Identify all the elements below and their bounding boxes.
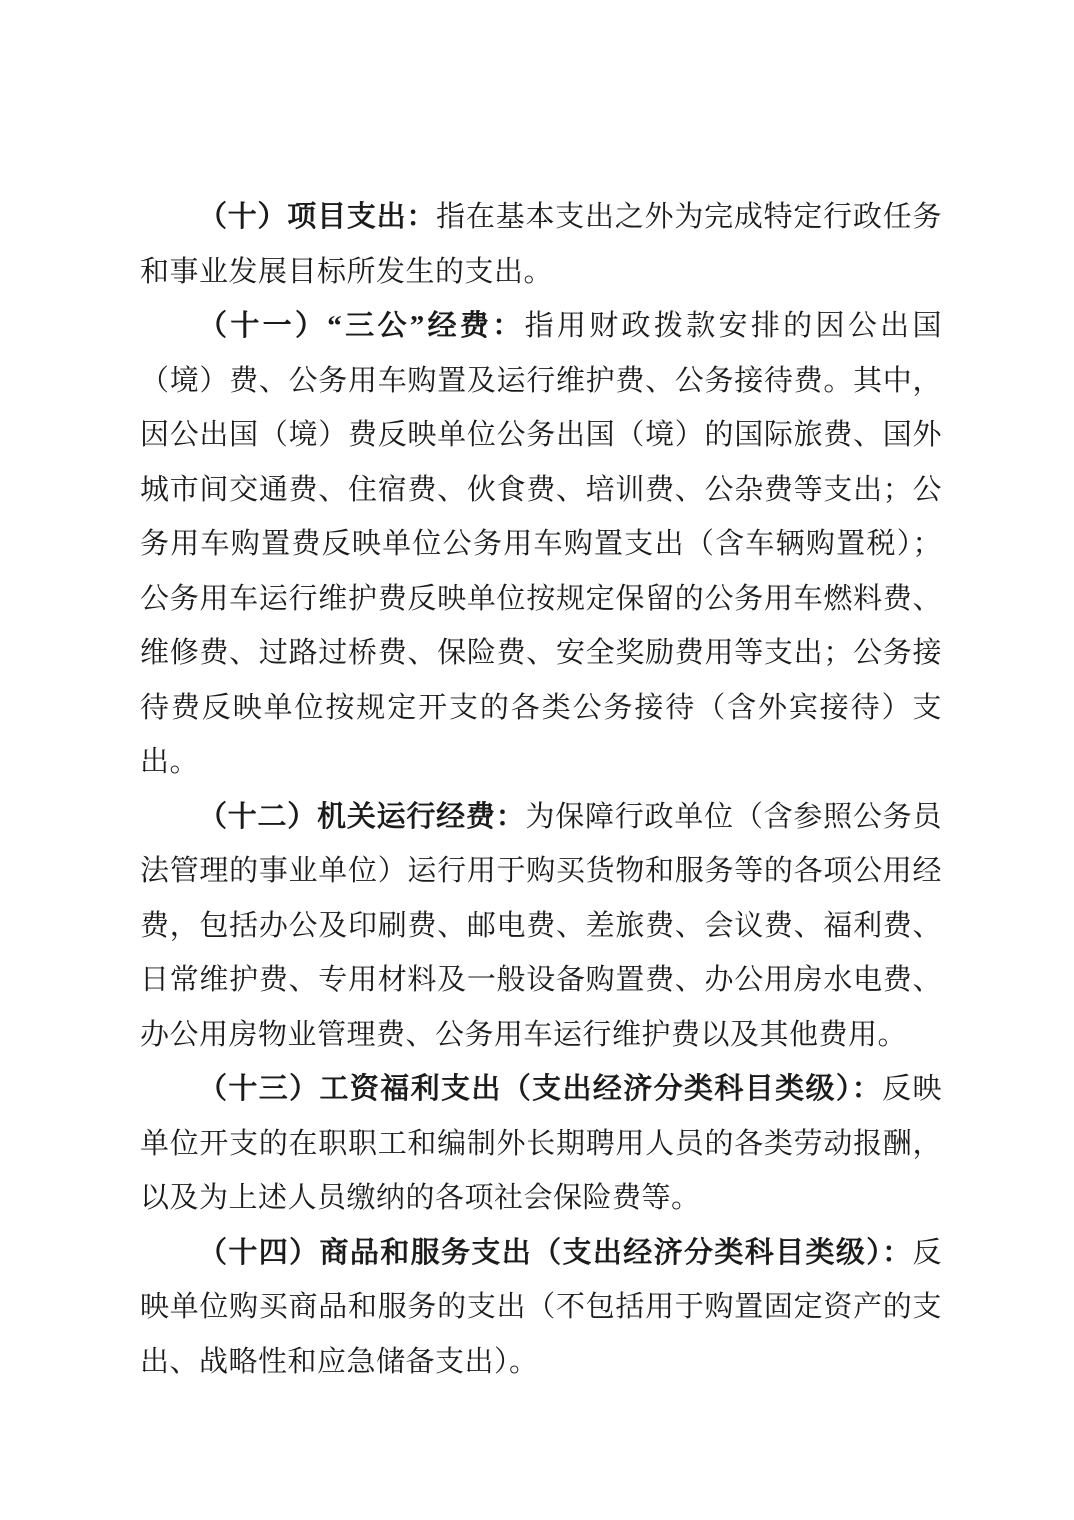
paragraph-heading: （十四）商品和服务支出（支出经济分类科目类级）： [198,1236,913,1269]
paragraph-heading: （十）项目支出： [198,201,437,233]
paragraph-text: 指用财政拨款安排的因公出国（境）费、公务用车购置及运行维护费、公务接待费。其中，因公出国（境）费反映单位公务出国（境）的国际旅费、国外城市间交通费、住宿费、伙食费、培训费、公杂费等支出；公务用车购置费反映单位公务用车购置支出（含车辆购置税）；公务用车运行维护费反映单位按规定保留的公务用车燃料费、维修费、过路过桥费、保险费、安全奖励费用等支出；公务接待费反映单位按规定开支的各类公务接待（含外宾接待）支出。 [140,310,942,778]
paragraph-item-12 [140,790,942,1063]
paragraph-item-11 [140,299,942,790]
paragraph-text: 反映单位开支的在职职工和编制外长期聘用人员的各类劳动报酬，以及为上述人员缴纳的各项社会保险费等。 [140,1073,942,1214]
paragraph-text: 指在基本支出之外为完成特定行政任务和事业发展目标所发生的支出。 [140,201,942,288]
paragraph-heading: （十三）工资福利支出（支出经济分类科目类级）： [198,1073,883,1105]
paragraph-text: 为保障行政单位（含参照公务员法管理的事业单位）运行用于购买货物和服务等的各项公用经费，包括办公及印刷费、邮电费、差旅费、会议费、福利费、日常维护费、专用材料及一般设备购置费、办公用房水电费、办公用房物业管理费、公务用车运行维护费以及其他费用。 [140,800,942,1051]
paragraph-item-13 [140,1062,942,1226]
document-body [140,190,942,1389]
paragraph-item-10 [140,190,942,299]
paragraph-heading: （十一）“三公”经费： [198,310,525,342]
paragraph-text: 反映单位购买商品和服务的支出（不包括用于购置固定资产的支出、战略性和应急储备支出）。 [140,1236,942,1378]
paragraph-item-14 [140,1226,942,1390]
paragraph-heading: （十二）机关运行经费： [198,800,526,833]
